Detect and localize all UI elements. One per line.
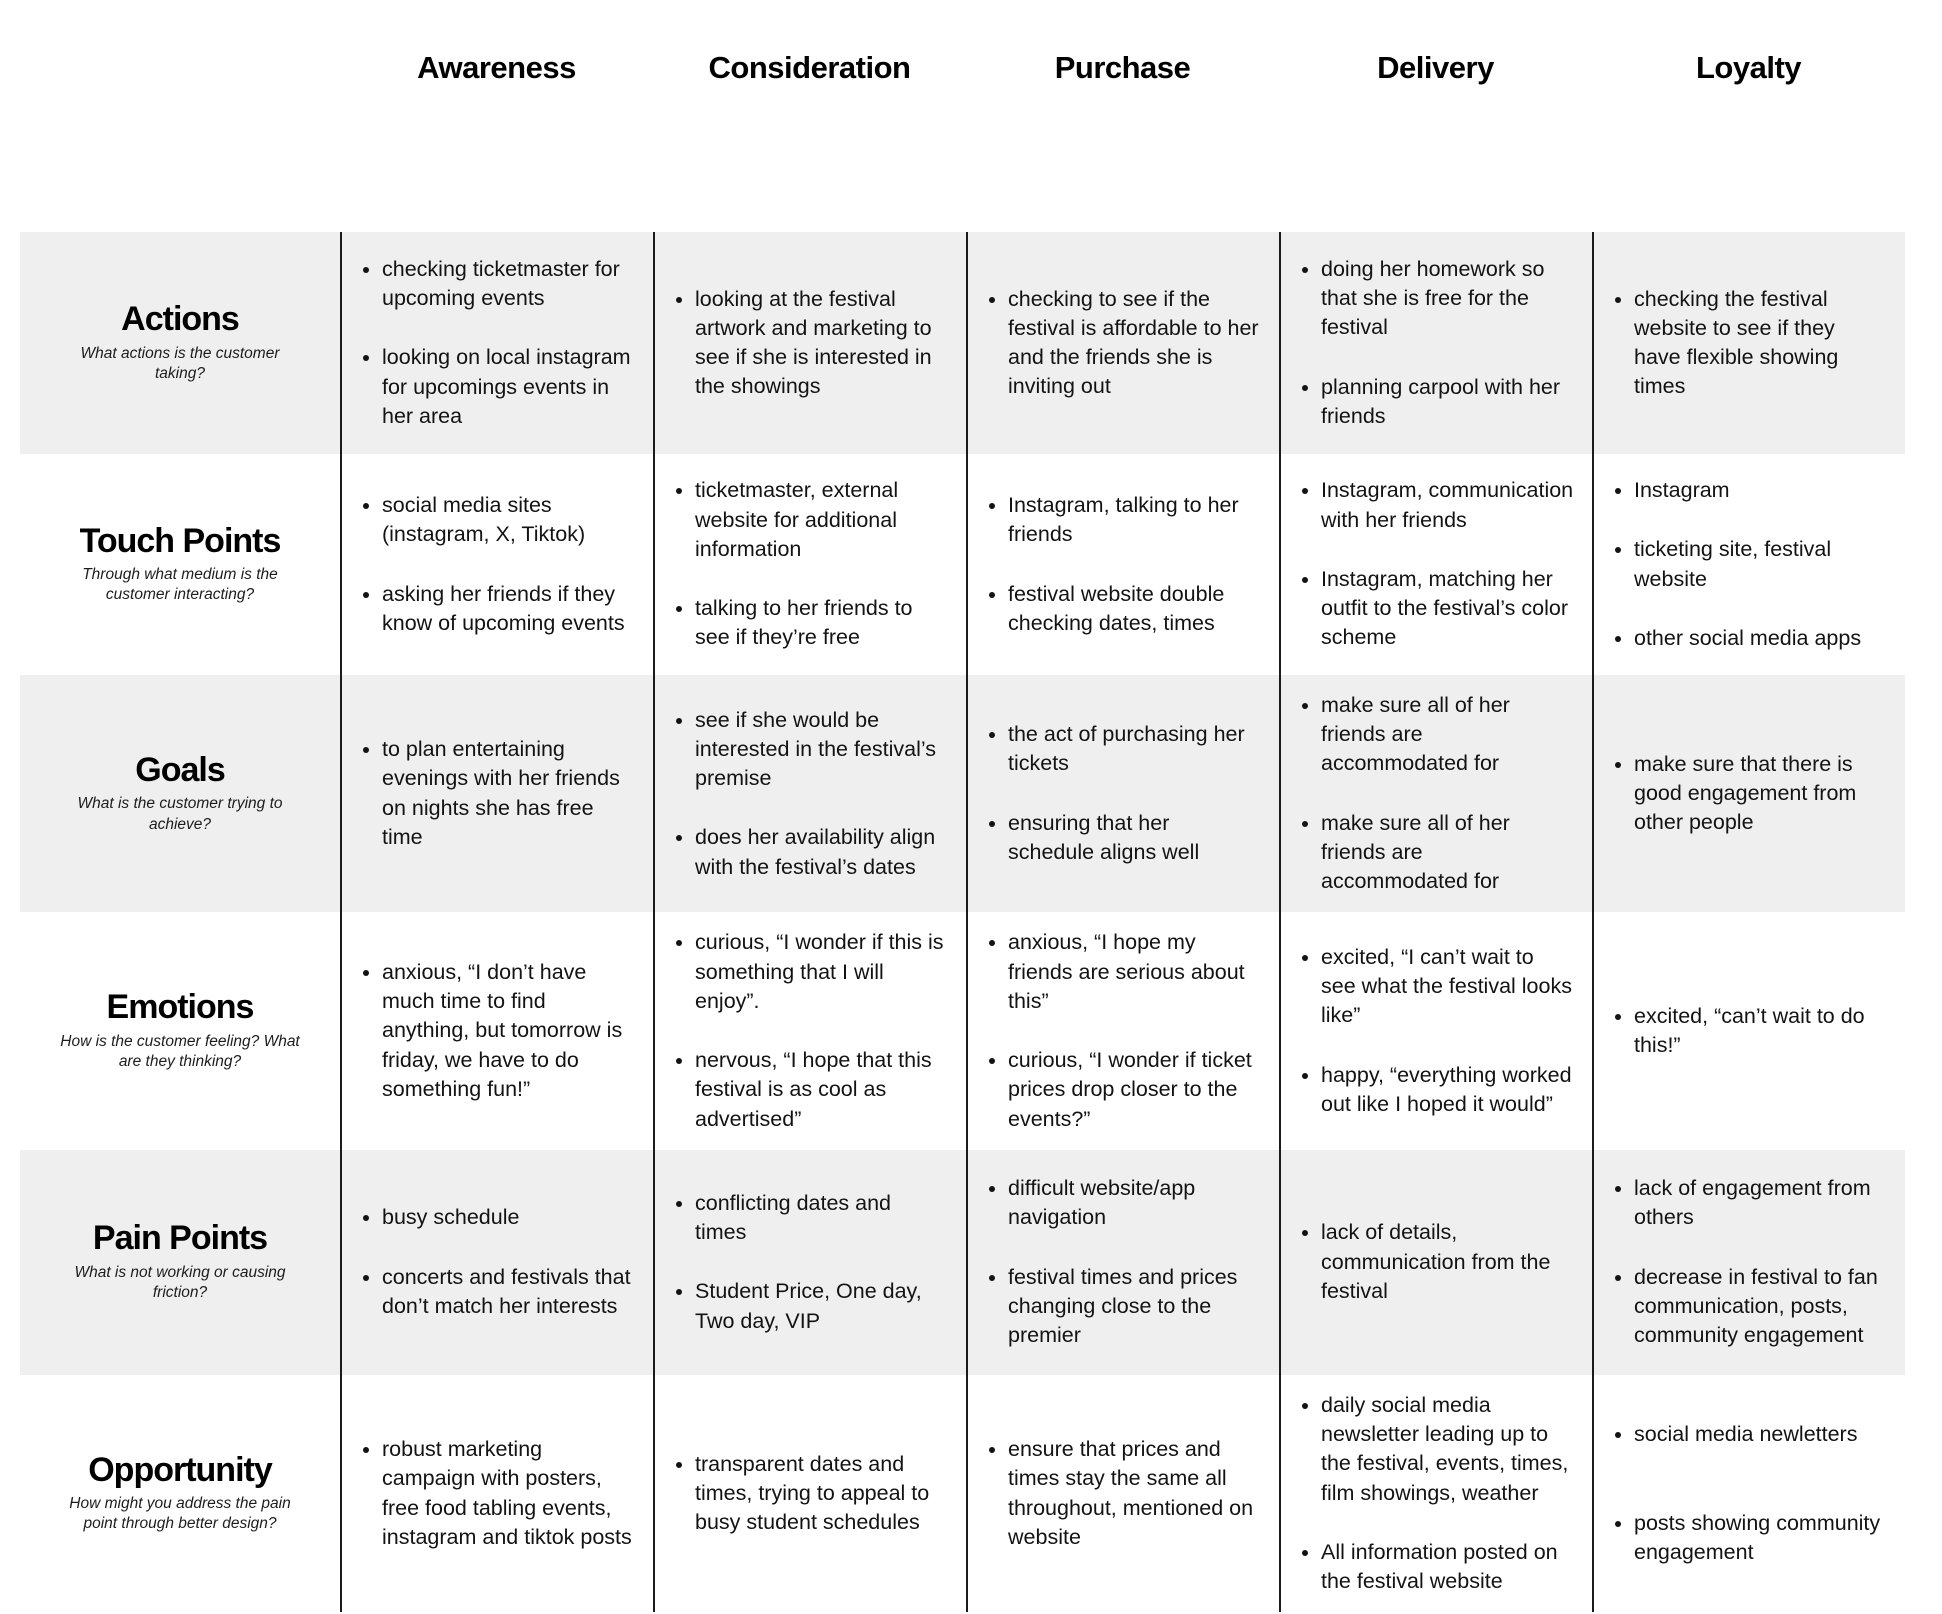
- stage-header-awareness: Awareness: [417, 50, 576, 85]
- bullet-item: • anxious, “I hope my friends are serious about this”: [1008, 928, 1261, 1016]
- bullet-list: [982, 1174, 1261, 1350]
- bullet-list: [1608, 1002, 1887, 1060]
- cell-opportunity-delivery: [1279, 1375, 1592, 1612]
- row-label-pain-points: [20, 1150, 340, 1375]
- bullet-item: • ticketing site, festival website: [1634, 535, 1887, 593]
- journey-table: [20, 232, 1905, 1612]
- cell-goals-delivery: [1279, 675, 1592, 912]
- cell-painpoints-purchase: [966, 1150, 1279, 1375]
- bullet-item: • busy schedule: [382, 1203, 635, 1232]
- bullet-item: • transparent dates and times, trying to appeal to busy student schedules: [695, 1450, 948, 1538]
- bullet-list: [1295, 943, 1574, 1119]
- cell-opportunity-awareness: [340, 1375, 653, 1612]
- bullet-item: • checking ticketmaster for upcoming events: [382, 255, 635, 313]
- cell-touchpoints-consideration: [653, 454, 966, 675]
- bullet-item: • other social media apps: [1634, 624, 1887, 653]
- row-opportunity: [20, 1375, 1905, 1612]
- bullet-item: • looking on local instagram for upcomings events in her area: [382, 343, 635, 431]
- cell-emotions-delivery: [1279, 912, 1592, 1149]
- bullet-item: • to plan entertaining evenings with her friends on nights she has free time: [382, 735, 635, 852]
- cell-painpoints-loyalty: [1592, 1150, 1905, 1375]
- bullet-item: • difficult website/app navigation: [1008, 1174, 1261, 1232]
- bullet-item: • asking her friends if they know of upcoming events: [382, 580, 635, 638]
- cell-opportunity-loyalty: [1592, 1375, 1905, 1612]
- cell-emotions-loyalty: [1592, 912, 1905, 1149]
- bullet-list: [1608, 476, 1887, 653]
- cell-actions-purchase: [966, 232, 1279, 454]
- bullet-list: [669, 1450, 948, 1538]
- bullet-list: [1608, 1174, 1887, 1350]
- row-label-opportunity: [20, 1375, 340, 1612]
- bullet-item: • nervous, “I hope that this festival is as cool as advertised”: [695, 1046, 948, 1134]
- stage-header-row: [0, 0, 1942, 232]
- bullet-list: [356, 1203, 635, 1321]
- bullet-list: [1295, 255, 1574, 431]
- row-emotions: [20, 912, 1905, 1149]
- cell-goals-consideration: [653, 675, 966, 912]
- bullet-list: [669, 1189, 948, 1336]
- bullet-item: • social media sites (instagram, X, Tiktok): [382, 491, 635, 549]
- stage-header-consideration: Consideration: [708, 50, 911, 85]
- bullet-item: • ensuring that her schedule aligns well: [1008, 809, 1261, 867]
- row-subtitle: What actions is the customer taking?: [80, 344, 280, 382]
- row-subtitle: How might you address the pain point through better design?: [69, 1495, 291, 1533]
- bullet-list: [356, 735, 635, 852]
- cell-painpoints-awareness: [340, 1150, 653, 1375]
- cell-painpoints-consideration: [653, 1150, 966, 1375]
- bullet-item: • ensure that prices and times stay the same all throughout, mentioned on website: [1008, 1435, 1261, 1552]
- cell-actions-loyalty: [1592, 232, 1905, 454]
- bullet-list: [1295, 1391, 1574, 1596]
- bullet-item: • Instagram, talking to her friends: [1008, 491, 1261, 549]
- bullet-item: • Instagram, matching her outfit to the festival’s color scheme: [1321, 565, 1574, 653]
- row-title: Goals: [135, 750, 225, 789]
- row-actions: [20, 232, 1905, 454]
- bullet-list: [1295, 476, 1574, 652]
- stage-header-purchase: Purchase: [1054, 50, 1191, 85]
- bullet-list: [982, 720, 1261, 867]
- bullet-list: [982, 1435, 1261, 1552]
- bullet-item: • see if she would be interested in the festival’s premise: [695, 706, 948, 794]
- bullet-item: • concerts and festivals that don’t match her interests: [382, 1263, 635, 1321]
- bullet-item: • excited, “can’t wait to do this!”: [1634, 1002, 1887, 1060]
- bullet-list: [356, 958, 635, 1104]
- bullet-list: [356, 255, 635, 431]
- bullet-item: • daily social media newsletter leading up to the festival, events, times, film showings, weather: [1321, 1391, 1574, 1508]
- bullet-item: • planning carpool with her friends: [1321, 373, 1574, 431]
- bullet-item: • checking to see if the festival is affordable to her and the friends she is inviting out: [1008, 285, 1261, 402]
- cell-actions-delivery: [1279, 232, 1592, 454]
- row-title: Pain Points: [92, 1219, 268, 1258]
- bullet-item: • posts showing community engagement: [1634, 1509, 1887, 1567]
- row-touch-points: [20, 454, 1905, 675]
- bullet-item: • make sure all of her friends are accommodated for: [1321, 691, 1574, 779]
- bullet-list: [982, 491, 1261, 638]
- bullet-item: • Instagram: [1634, 476, 1887, 505]
- bullet-list: [356, 491, 635, 638]
- cell-emotions-awareness: [340, 912, 653, 1149]
- bullet-list: [1295, 1218, 1574, 1306]
- bullet-list: [669, 928, 948, 1133]
- row-label-emotions: [20, 912, 340, 1149]
- cell-touchpoints-loyalty: [1592, 454, 1905, 675]
- bullet-list: [1608, 750, 1887, 838]
- cell-opportunity-purchase: [966, 1375, 1279, 1612]
- bullet-item: • the act of purchasing her tickets: [1008, 720, 1261, 778]
- row-title: Emotions: [106, 988, 254, 1027]
- cell-actions-consideration: [653, 232, 966, 454]
- cell-emotions-consideration: [653, 912, 966, 1149]
- cell-painpoints-delivery: [1279, 1150, 1592, 1375]
- bullet-item: • make sure that there is good engagement from other people: [1634, 750, 1887, 838]
- bullet-list: [982, 928, 1261, 1133]
- cell-emotions-purchase: [966, 912, 1279, 1149]
- bullet-item: • happy, “everything worked out like I hoped it would”: [1321, 1061, 1574, 1119]
- row-subtitle: Through what medium is the customer interacting?: [82, 566, 278, 604]
- cell-goals-purchase: [966, 675, 1279, 912]
- bullet-item: • checking the festival website to see if they have flexible showing times: [1634, 285, 1887, 402]
- stage-header-delivery: Delivery: [1377, 50, 1494, 85]
- bullet-list: [669, 476, 948, 652]
- row-title: Actions: [121, 300, 239, 339]
- bullet-item: • festival times and prices changing close to the premier: [1008, 1263, 1261, 1351]
- bullet-item: • curious, “I wonder if ticket prices drop closer to the events?”: [1008, 1046, 1261, 1134]
- bullet-list: [982, 285, 1261, 402]
- bullet-item: • make sure all of her friends are accommodated for: [1321, 809, 1574, 897]
- row-goals: [20, 675, 1905, 912]
- bullet-item: • conflicting dates and times: [695, 1189, 948, 1247]
- bullet-list: [1608, 1420, 1887, 1568]
- bullet-item: • festival website double checking dates, times: [1008, 580, 1261, 638]
- bullet-list: [669, 706, 948, 882]
- bullet-item: • social media newletters: [1634, 1420, 1887, 1449]
- stage-header-loyalty: Loyalty: [1695, 50, 1802, 85]
- bullet-item: • excited, “I can’t wait to see what the festival looks like”: [1321, 943, 1574, 1031]
- bullet-list: [1295, 691, 1574, 896]
- cell-goals-loyalty: [1592, 675, 1905, 912]
- bullet-list: [1608, 285, 1887, 402]
- bullet-item: • Student Price, One day, Two day, VIP: [695, 1277, 948, 1335]
- bullet-item: • robust marketing campaign with posters, free food tabling events, instagram and tiktok posts: [382, 1435, 635, 1552]
- cell-goals-awareness: [340, 675, 653, 912]
- bullet-item: • decrease in festival to fan communication, posts, community engagement: [1634, 1263, 1887, 1351]
- bullet-item: • does her availability align with the festival’s dates: [695, 823, 948, 881]
- bullet-item: • anxious, “I don’t have much time to find anything, but tomorrow is friday, we have to do something fun!”: [382, 958, 635, 1104]
- row-subtitle: What is not working or causing friction?: [74, 1264, 286, 1302]
- cell-touchpoints-delivery: [1279, 454, 1592, 675]
- bullet-item: • lack of engagement from others: [1634, 1174, 1887, 1232]
- row-label-goals: [20, 675, 340, 912]
- bullet-item: • curious, “I wonder if this is something that I will enjoy”.: [695, 928, 948, 1016]
- bullet-list: [669, 285, 948, 402]
- bullet-list: [356, 1435, 635, 1552]
- row-label-touch-points: [20, 454, 340, 675]
- row-subtitle: What is the customer trying to achieve?: [77, 795, 283, 833]
- bullet-item: • looking at the festival artwork and marketing to see if she is interested in the showings: [695, 285, 948, 402]
- bullet-item: • ticketmaster, external website for additional information: [695, 476, 948, 564]
- row-subtitle: How is the customer feeling? What are they thinking?: [60, 1032, 300, 1070]
- cell-actions-awareness: [340, 232, 653, 454]
- bullet-item: • talking to her friends to see if they’re free: [695, 594, 948, 652]
- cell-opportunity-consideration: [653, 1375, 966, 1612]
- bullet-item: • All information posted on the festival website: [1321, 1538, 1574, 1596]
- cell-touchpoints-purchase: [966, 454, 1279, 675]
- row-title: Touch Points: [79, 521, 281, 560]
- bullet-item: • doing her homework so that she is free for the festival: [1321, 255, 1574, 343]
- row-pain-points: [20, 1150, 1905, 1375]
- bullet-item: • Instagram, communication with her friends: [1321, 476, 1574, 534]
- bullet-item: • lack of details, communication from the festival: [1321, 1218, 1574, 1306]
- row-label-actions: [20, 232, 340, 454]
- cell-touchpoints-awareness: [340, 454, 653, 675]
- row-title: Opportunity: [88, 1450, 272, 1489]
